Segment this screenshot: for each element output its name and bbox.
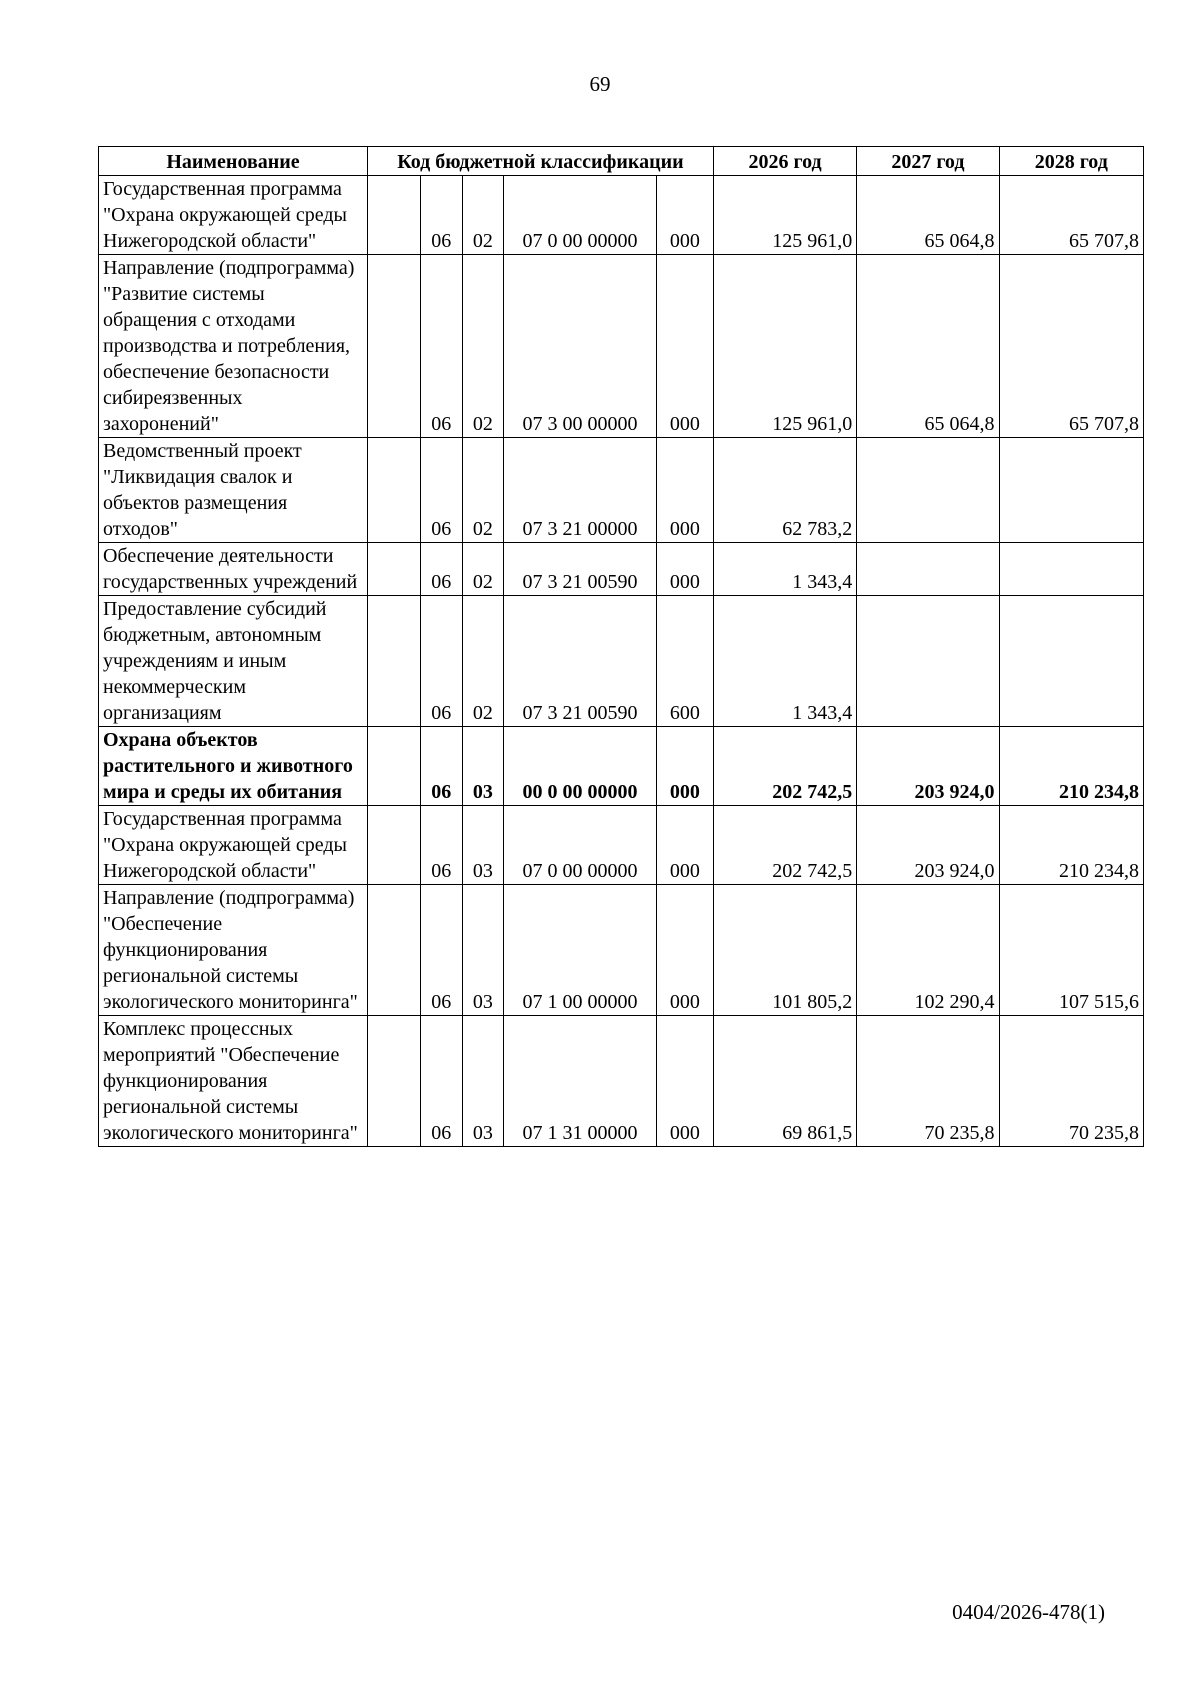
cell-2026: 125 961,0 [713, 255, 856, 438]
cell-name: Предоставление субсидий бюджетным, автономным учреждениям и иным некоммерческим организациям [99, 596, 368, 727]
cell-name: Комплекс процессных мероприятий "Обеспечение функционирования региональной системы экологического мониторинга" [99, 1016, 368, 1147]
cell-2027: 102 290,4 [857, 885, 999, 1016]
cell-code-1 [368, 596, 421, 727]
cell-name: Обеспечение деятельности государственных учреждений [99, 543, 368, 596]
cell-expense-type: 000 [656, 1016, 713, 1147]
table-row [99, 176, 1144, 255]
table-row [99, 596, 1144, 727]
document-code: 0404/2026-478(1) [952, 1600, 1105, 1624]
cell-2027: 203 924,0 [857, 806, 999, 885]
cell-2028: 70 235,8 [999, 1016, 1143, 1147]
cell-2026: 101 805,2 [713, 885, 856, 1016]
cell-2027: 203 924,0 [857, 727, 999, 806]
cell-2028 [999, 596, 1143, 727]
cell-2027 [857, 438, 999, 543]
cell-section: 06 [421, 438, 463, 543]
cell-subsection: 03 [462, 885, 504, 1016]
cell-name: Направление (подпрограмма) "Обеспечение функционирования региональной системы экологического мониторинга" [99, 885, 368, 1016]
cell-target-article: 07 3 21 00590 [504, 543, 657, 596]
cell-2028 [999, 543, 1143, 596]
cell-2028: 65 707,8 [999, 255, 1143, 438]
cell-target-article: 07 3 21 00590 [504, 596, 657, 727]
cell-code-1 [368, 438, 421, 543]
cell-2027: 65 064,8 [857, 255, 999, 438]
table-row [99, 727, 1144, 806]
page-number: 69 [589, 72, 611, 96]
cell-subsection: 02 [462, 176, 504, 255]
header-2028: 2028 год [999, 147, 1143, 176]
cell-section: 06 [421, 543, 463, 596]
cell-section: 06 [421, 596, 463, 727]
cell-subsection: 02 [462, 596, 504, 727]
cell-2028: 65 707,8 [999, 176, 1143, 255]
cell-subsection: 03 [462, 727, 504, 806]
cell-section: 06 [421, 255, 463, 438]
cell-subsection: 02 [462, 543, 504, 596]
cell-2028 [999, 438, 1143, 543]
cell-2028: 210 234,8 [999, 727, 1143, 806]
table-row [99, 255, 1144, 438]
cell-expense-type: 000 [656, 806, 713, 885]
cell-code-1 [368, 727, 421, 806]
cell-expense-type: 000 [656, 885, 713, 1016]
cell-2027 [857, 596, 999, 727]
cell-section: 06 [421, 1016, 463, 1147]
cell-target-article: 00 0 00 00000 [504, 727, 657, 806]
cell-target-article: 07 0 00 00000 [504, 176, 657, 255]
cell-2026: 202 742,5 [713, 727, 856, 806]
table-row [99, 885, 1144, 1016]
table-body [99, 176, 1144, 1147]
cell-target-article: 07 1 00 00000 [504, 885, 657, 1016]
cell-expense-type: 000 [656, 176, 713, 255]
header-code: Код бюджетной классификации [368, 147, 714, 176]
cell-section: 06 [421, 885, 463, 1016]
cell-expense-type: 000 [656, 543, 713, 596]
cell-subsection: 02 [462, 438, 504, 543]
cell-code-1 [368, 255, 421, 438]
table-row [99, 806, 1144, 885]
cell-code-1 [368, 543, 421, 596]
cell-target-article: 07 3 21 00000 [504, 438, 657, 543]
cell-expense-type: 600 [656, 596, 713, 727]
cell-2026: 125 961,0 [713, 176, 856, 255]
table-row [99, 1016, 1144, 1147]
header-2027: 2027 год [857, 147, 999, 176]
table-row [99, 543, 1144, 596]
cell-name: Государственная программа "Охрана окружающей среды Нижегородской области" [99, 806, 368, 885]
cell-expense-type: 000 [656, 727, 713, 806]
header-2026: 2026 год [713, 147, 856, 176]
cell-target-article: 07 3 00 00000 [504, 255, 657, 438]
cell-code-1 [368, 1016, 421, 1147]
cell-code-1 [368, 885, 421, 1016]
table-header-row [99, 147, 1144, 176]
cell-2026: 62 783,2 [713, 438, 856, 543]
cell-2026: 1 343,4 [713, 596, 856, 727]
cell-subsection: 02 [462, 255, 504, 438]
cell-2027 [857, 543, 999, 596]
cell-2028: 107 515,6 [999, 885, 1143, 1016]
cell-subsection: 03 [462, 806, 504, 885]
cell-target-article: 07 1 31 00000 [504, 1016, 657, 1147]
cell-code-1 [368, 176, 421, 255]
budget-table [98, 146, 1144, 1147]
cell-name: Ведомственный проект "Ликвидация свалок и объектов размещения отходов" [99, 438, 368, 543]
table-row [99, 438, 1144, 543]
cell-2026: 69 861,5 [713, 1016, 856, 1147]
cell-section: 06 [421, 176, 463, 255]
cell-target-article: 07 0 00 00000 [504, 806, 657, 885]
cell-2026: 1 343,4 [713, 543, 856, 596]
cell-2026: 202 742,5 [713, 806, 856, 885]
cell-section: 06 [421, 806, 463, 885]
cell-code-1 [368, 806, 421, 885]
cell-2027: 65 064,8 [857, 176, 999, 255]
cell-expense-type: 000 [656, 255, 713, 438]
cell-section: 06 [421, 727, 463, 806]
header-name: Наименование [99, 147, 368, 176]
cell-name: Государственная программа "Охрана окружающей среды Нижегородской области" [99, 176, 368, 255]
cell-name: Охрана объектов растительного и животного мира и среды их обитания [99, 727, 368, 806]
cell-expense-type: 000 [656, 438, 713, 543]
cell-2028: 210 234,8 [999, 806, 1143, 885]
cell-subsection: 03 [462, 1016, 504, 1147]
cell-2027: 70 235,8 [857, 1016, 999, 1147]
cell-name: Направление (подпрограмма) "Развитие системы обращения с отходами производства и потребления, обеспечение безопасности сибиреязвенных захоронений" [99, 255, 368, 438]
